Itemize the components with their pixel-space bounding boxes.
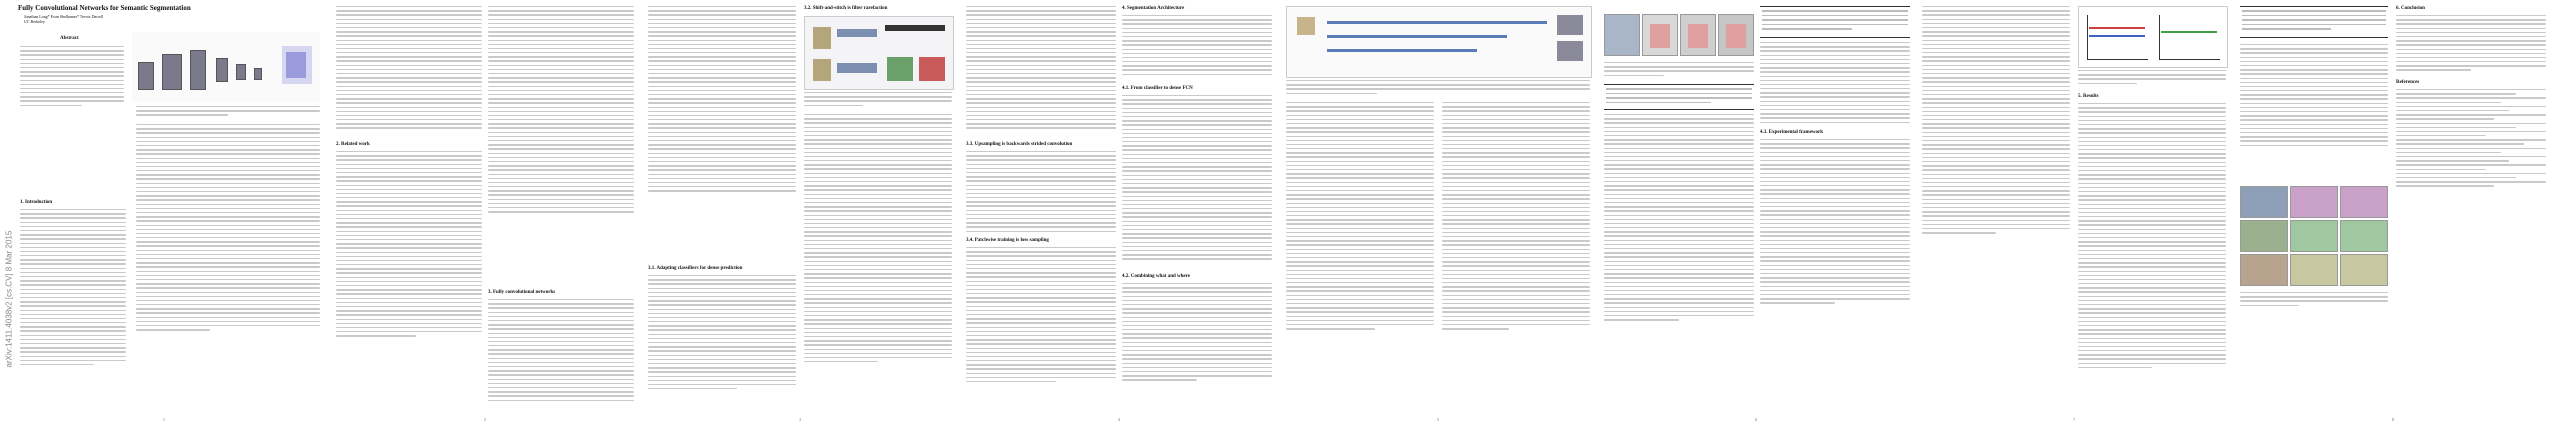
page-1 xyxy=(0,0,328,424)
figure-2-caption xyxy=(804,92,952,109)
class-heading: 4.1. From classifier to dense FCN xyxy=(1122,86,1193,91)
figure-3-dag xyxy=(1286,6,1592,78)
figure-4-caption xyxy=(1604,62,1754,79)
page3-left-col xyxy=(648,6,796,194)
teaser-figure xyxy=(132,32,320,102)
table-3-results xyxy=(1760,6,1910,38)
page-number: 4 xyxy=(1118,417,1120,422)
page-3 xyxy=(642,0,958,424)
patch-text xyxy=(966,247,1116,385)
table-4-pascal xyxy=(2240,6,2388,38)
upsample-heading: 3.3. Upsampling is backwards strided convolution xyxy=(966,142,1073,147)
seg-text xyxy=(1122,15,1272,78)
teaser-caption xyxy=(136,106,320,119)
figure-4-refinement xyxy=(1604,6,1754,58)
page-2 xyxy=(330,0,640,424)
page-number: 1 xyxy=(163,417,165,422)
page6-right-col xyxy=(1760,42,1910,126)
paper-title: Fully Convolutional Networks for Semantic Segmentation xyxy=(18,4,191,12)
figure-5-training-curves xyxy=(2078,6,2228,68)
page2-left-col xyxy=(336,6,482,132)
page-number: 7 xyxy=(2073,417,2075,422)
page5-right-col xyxy=(1442,102,1590,332)
page-number: 2 xyxy=(484,417,486,422)
shift-heading: 3.2. Shift-and-stitch is filter rarefaction xyxy=(804,6,888,11)
class-text xyxy=(1122,95,1272,263)
page-5 xyxy=(1280,0,1596,424)
fcn-text xyxy=(488,299,634,404)
page7-left-col xyxy=(1922,6,2070,236)
references-heading: References xyxy=(2396,80,2420,85)
abstract-text xyxy=(20,46,124,109)
adapt-text xyxy=(648,275,796,392)
page-4 xyxy=(960,0,1278,424)
page-6 xyxy=(1598,0,1914,424)
figure-5-caption xyxy=(2078,70,2226,87)
combine-heading: 4.2. Combining what and where xyxy=(1122,274,1190,279)
figure-3-caption xyxy=(1286,80,1590,97)
page3-right-col xyxy=(804,114,952,365)
related-text xyxy=(336,151,482,339)
conclusion-heading: 6. Conclusion xyxy=(2396,6,2425,11)
exp-text xyxy=(1760,139,1910,307)
adapt-heading: 3.1. Adapting classifiers for dense prediction xyxy=(648,266,743,271)
abstract-heading: Abstract xyxy=(60,36,79,41)
intro-text xyxy=(20,209,126,368)
seg-heading: 4. Segmentation Architecture xyxy=(1122,6,1185,11)
page-number: 3 xyxy=(799,417,801,422)
fcn-heading: 3. Fully convolutional networks xyxy=(488,290,556,295)
upsample-text xyxy=(966,151,1116,235)
page2-right-col xyxy=(488,6,634,215)
page-7 xyxy=(1916,0,2232,424)
page5-left-col xyxy=(1286,102,1434,332)
patch-heading: 3.4. Patchwise training is loss sampling xyxy=(966,238,1049,243)
page-8 xyxy=(2234,0,2552,424)
page8-left-col xyxy=(2240,44,2388,149)
page-number: 8 xyxy=(2392,417,2394,422)
conclusion-text xyxy=(2396,15,2546,74)
page-number: 5 xyxy=(1437,417,1439,422)
figure-6-examples xyxy=(2240,186,2388,286)
references-list xyxy=(2396,89,2546,190)
arxiv-stamp: arXiv:1411.4038v2 [cs.CV] 8 Mar 2015 xyxy=(4,230,14,368)
page1-right-col xyxy=(136,124,320,333)
related-heading: 2. Related work xyxy=(336,142,370,147)
exp-heading: 4.3. Experimental framework xyxy=(1760,130,1824,135)
figure-2-classifier-to-fcn xyxy=(804,16,954,90)
table-2-comparison xyxy=(1604,84,1754,110)
page6-left-col xyxy=(1604,114,1754,323)
page-number: 6 xyxy=(1755,417,1757,422)
combine-text xyxy=(1122,283,1272,384)
paper-authors: Jonathan Long* Evan Shelhamer* Trevor Darrell UC Berkeley xyxy=(24,14,214,24)
intro-heading: 1. Introduction xyxy=(20,200,53,205)
affiliation: UC Berkeley xyxy=(24,19,45,24)
results-text xyxy=(2078,103,2226,371)
results-heading: 5. Results xyxy=(2078,94,2099,99)
page4-left-col xyxy=(966,6,1116,132)
figure-6-caption xyxy=(2240,292,2388,309)
